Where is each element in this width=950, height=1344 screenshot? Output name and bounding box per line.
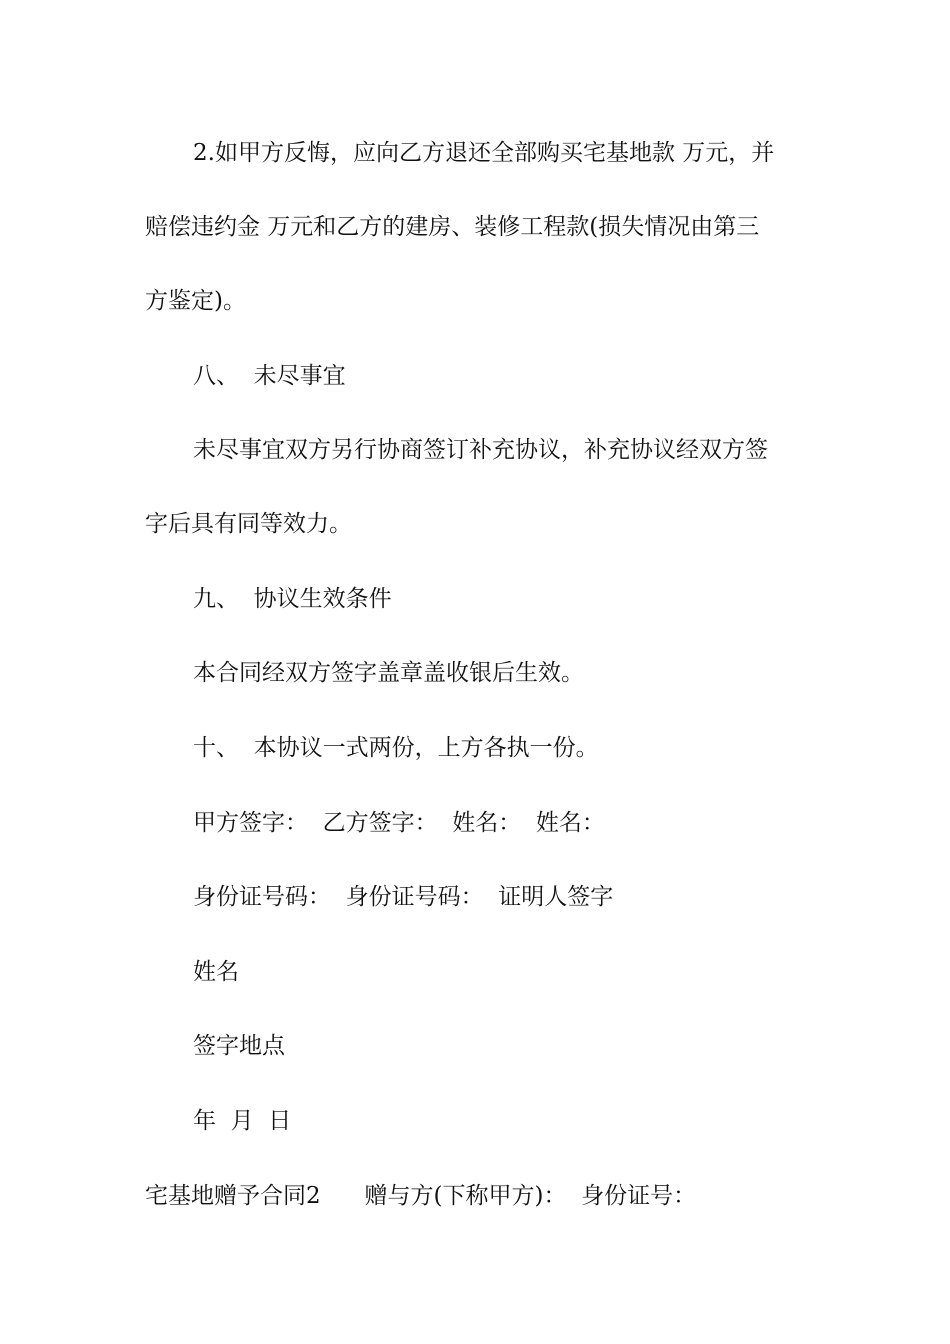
paragraph-effective-condition: 本合同经双方签字盖章盖收银后生效。 — [193, 660, 584, 686]
signature-names-line: 甲方签字： 乙方签字： 姓名： 姓名： — [193, 810, 605, 836]
paragraph-refund-clause: 2.如甲方反悔，应向乙方退还全部购买宅基地款 万元，并 — [193, 140, 775, 166]
paragraph-refund-clause-end: 方鉴定)。 — [145, 288, 246, 314]
section-heading-9: 九、 协议生效条件 — [193, 586, 392, 612]
signing-place-label: 签字地点 — [193, 1033, 285, 1059]
witness-name-label: 姓名 — [193, 959, 239, 985]
paragraph-unfinished-matters: 未尽事宜双方另行协商签订补充协议，补充协议经双方签 — [193, 437, 768, 463]
section-heading-10: 十、 本协议一式两份，上方各执一份。 — [193, 735, 599, 761]
date-line: 年 月 日 — [193, 1108, 292, 1134]
next-contract-heading: 宅基地赠予合同2 赠与方(下称甲方)： 身份证号： — [145, 1183, 697, 1209]
section-heading-8: 八、 未尽事宜 — [193, 363, 346, 389]
signature-id-line: 身份证号码： 身份证号码： 证明人签字 — [193, 884, 614, 910]
paragraph-unfinished-matters-cont: 字后具有同等效力。 — [145, 511, 352, 537]
paragraph-refund-clause-cont: 赔偿违约金 万元和乙方的建房、装修工程款(损失情况由第三 — [145, 214, 760, 240]
